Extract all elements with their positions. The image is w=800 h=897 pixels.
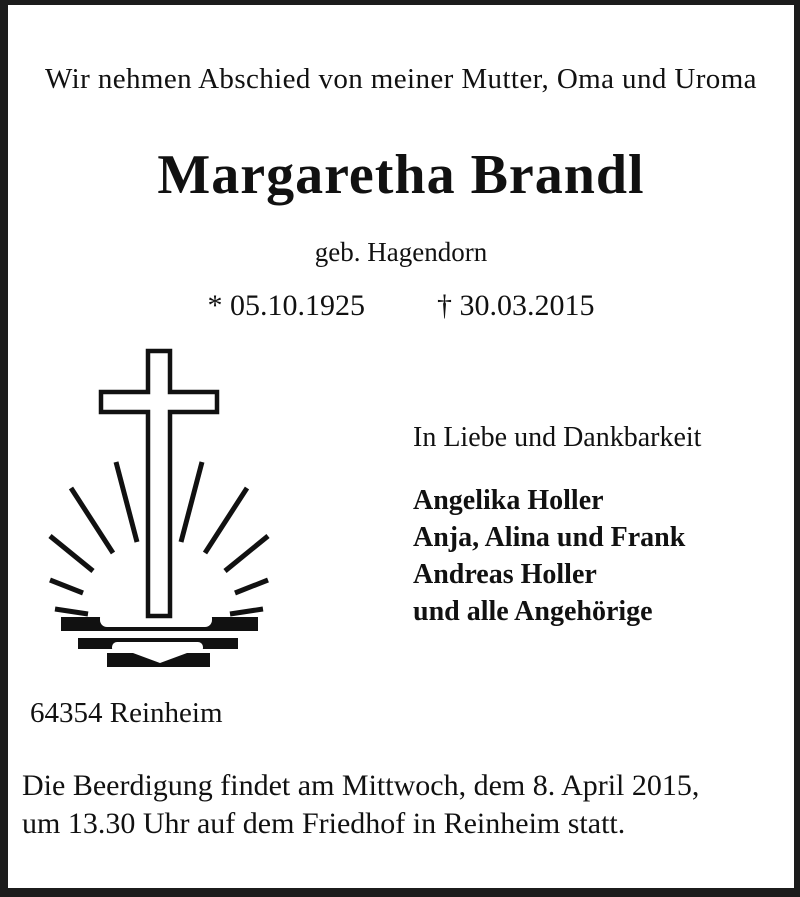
cross-icon — [101, 351, 217, 616]
funeral-line-1: Die Beerdigung findet am Mittwoch, dem 8. April 2015, — [22, 769, 700, 802]
maiden-name: geb. Hagendorn — [314, 237, 488, 267]
cross-sunrise-icon — [44, 344, 270, 670]
funeral-details — [22, 767, 784, 843]
mourner-name: Andreas Holler — [413, 559, 597, 590]
location-line: 64354 Reinheim — [30, 697, 223, 729]
ground-bars-icon — [61, 611, 258, 667]
death-date: † 30.03.2015 — [437, 289, 595, 322]
mourner-name: und alle Angehörige — [413, 596, 653, 627]
mourner-name: Angelika Holler — [413, 485, 604, 516]
mourners-block — [413, 482, 685, 630]
birth-date: * 05.10.1925 — [207, 289, 365, 322]
life-dates — [8, 287, 794, 325]
intro-line: Wir nehmen Abschied von meiner Mutter, Oma und Uroma — [45, 63, 757, 95]
funeral-line-2: um 13.30 Uhr auf dem Friedhof in Reinheim statt. — [22, 807, 626, 840]
tribute-line: In Liebe und Dankbarkeit — [413, 422, 702, 453]
deceased-name: Margaretha Brandl — [157, 144, 645, 206]
mourner-name: Anja, Alina und Frank — [413, 522, 686, 553]
